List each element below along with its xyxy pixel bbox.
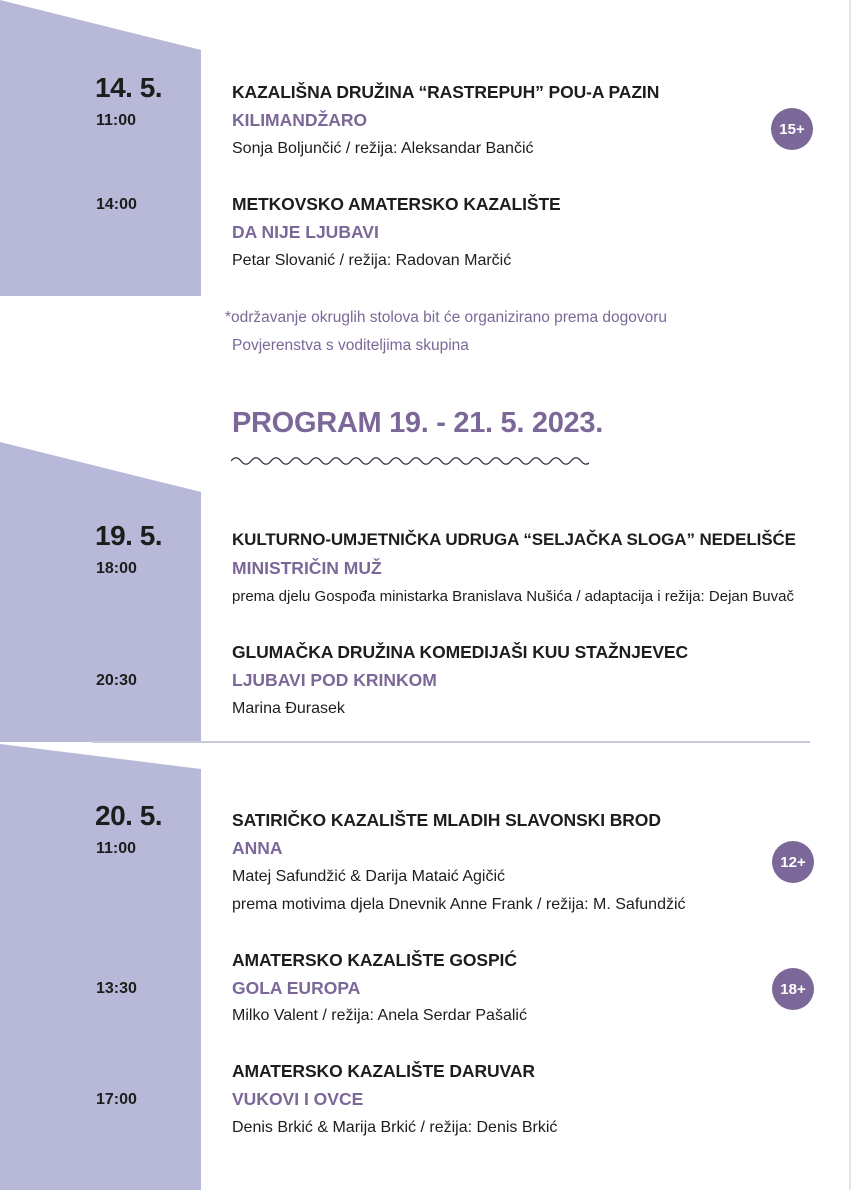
event-time: 17:00: [96, 1091, 137, 1108]
event-time: 11:00: [96, 112, 137, 129]
day-date: 14. 5.: [95, 72, 163, 103]
date-band-2: [0, 442, 201, 742]
play-title: DA NIJE LJUBAVI: [232, 222, 379, 242]
event-time: 11:00: [96, 840, 137, 857]
play-credits: Petar Slovanić / režija: Radovan Marčić: [232, 252, 512, 269]
play-title: GOLA EUROPA: [232, 978, 361, 998]
event-time: 13:30: [96, 980, 137, 997]
troupe-name: SATIRIČKO KAZALIŠTE MLADIH SLAVONSKI BROD: [232, 810, 661, 830]
event-time: 18:00: [96, 560, 137, 577]
play-credits: Denis Brkić & Marija Brkić / režija: Denis Brkić: [232, 1119, 558, 1136]
play-title: MINISTRIČIN MUŽ: [232, 558, 382, 578]
age-rating-badge: 18+: [772, 968, 814, 1010]
play-title: KILIMANDŽARO: [232, 110, 368, 130]
age-rating-badge: 15+: [771, 108, 813, 150]
section-divider: [92, 741, 810, 743]
day-date: 19. 5.: [95, 520, 163, 551]
troupe-name: AMATERSKO KAZALIŠTE GOSPIĆ: [232, 950, 517, 970]
day-date: 20. 5.: [95, 800, 163, 831]
troupe-name: AMATERSKO KAZALIŠTE DARUVAR: [232, 1061, 535, 1081]
play-credits: Sonja Boljunčić / režija: Aleksandar Bančić: [232, 140, 534, 157]
troupe-name: KAZALIŠNA DRUŽINA “RASTREPUH” POU-A PAZIN: [232, 82, 660, 102]
troupe-name: METKOVSKO AMATERSKO KAZALIŠTE: [232, 194, 561, 214]
program-heading: PROGRAM 19. - 21. 5. 2023.: [232, 407, 603, 439]
round-table-note-cont: Povjerenstva s voditeljima skupina: [232, 337, 469, 354]
wavy-underline: [231, 453, 589, 469]
play-credits: Matej Safundžić & Darija Mataić Agičić: [232, 868, 505, 885]
event-time: 20:30: [96, 672, 137, 689]
play-title: LJUBAVI POD KRINKOM: [232, 670, 437, 690]
play-title: VUKOVI I OVCE: [232, 1089, 364, 1109]
play-credits: prema djelu Gospođa ministarka Branislava Nušića / adaptacija i režija: Dejan Buvač: [232, 588, 794, 605]
play-credits: Milko Valent / režija: Anela Serdar Pašalić: [232, 1007, 527, 1024]
event-time: 14:00: [96, 196, 137, 213]
date-band-1: [0, 0, 201, 296]
round-table-note: *održavanje okruglih stolova bit će organizirano prema dogovoru: [225, 309, 668, 326]
play-credits: Marina Đurasek: [232, 700, 345, 717]
age-rating-badge: 12+: [772, 841, 814, 883]
play-credits: prema motivima djela Dnevnik Anne Frank / režija: M. Safundžić: [232, 896, 686, 913]
troupe-name: KULTURNO-UMJETNIČKA UDRUGA “SELJAČKA SLOGA” NEDELIŠĆE: [232, 530, 796, 549]
play-title: ANNA: [232, 838, 283, 858]
troupe-name: GLUMAČKA DRUŽINA KOMEDIJAŠI KUU STAŽNJEVEC: [232, 642, 688, 662]
